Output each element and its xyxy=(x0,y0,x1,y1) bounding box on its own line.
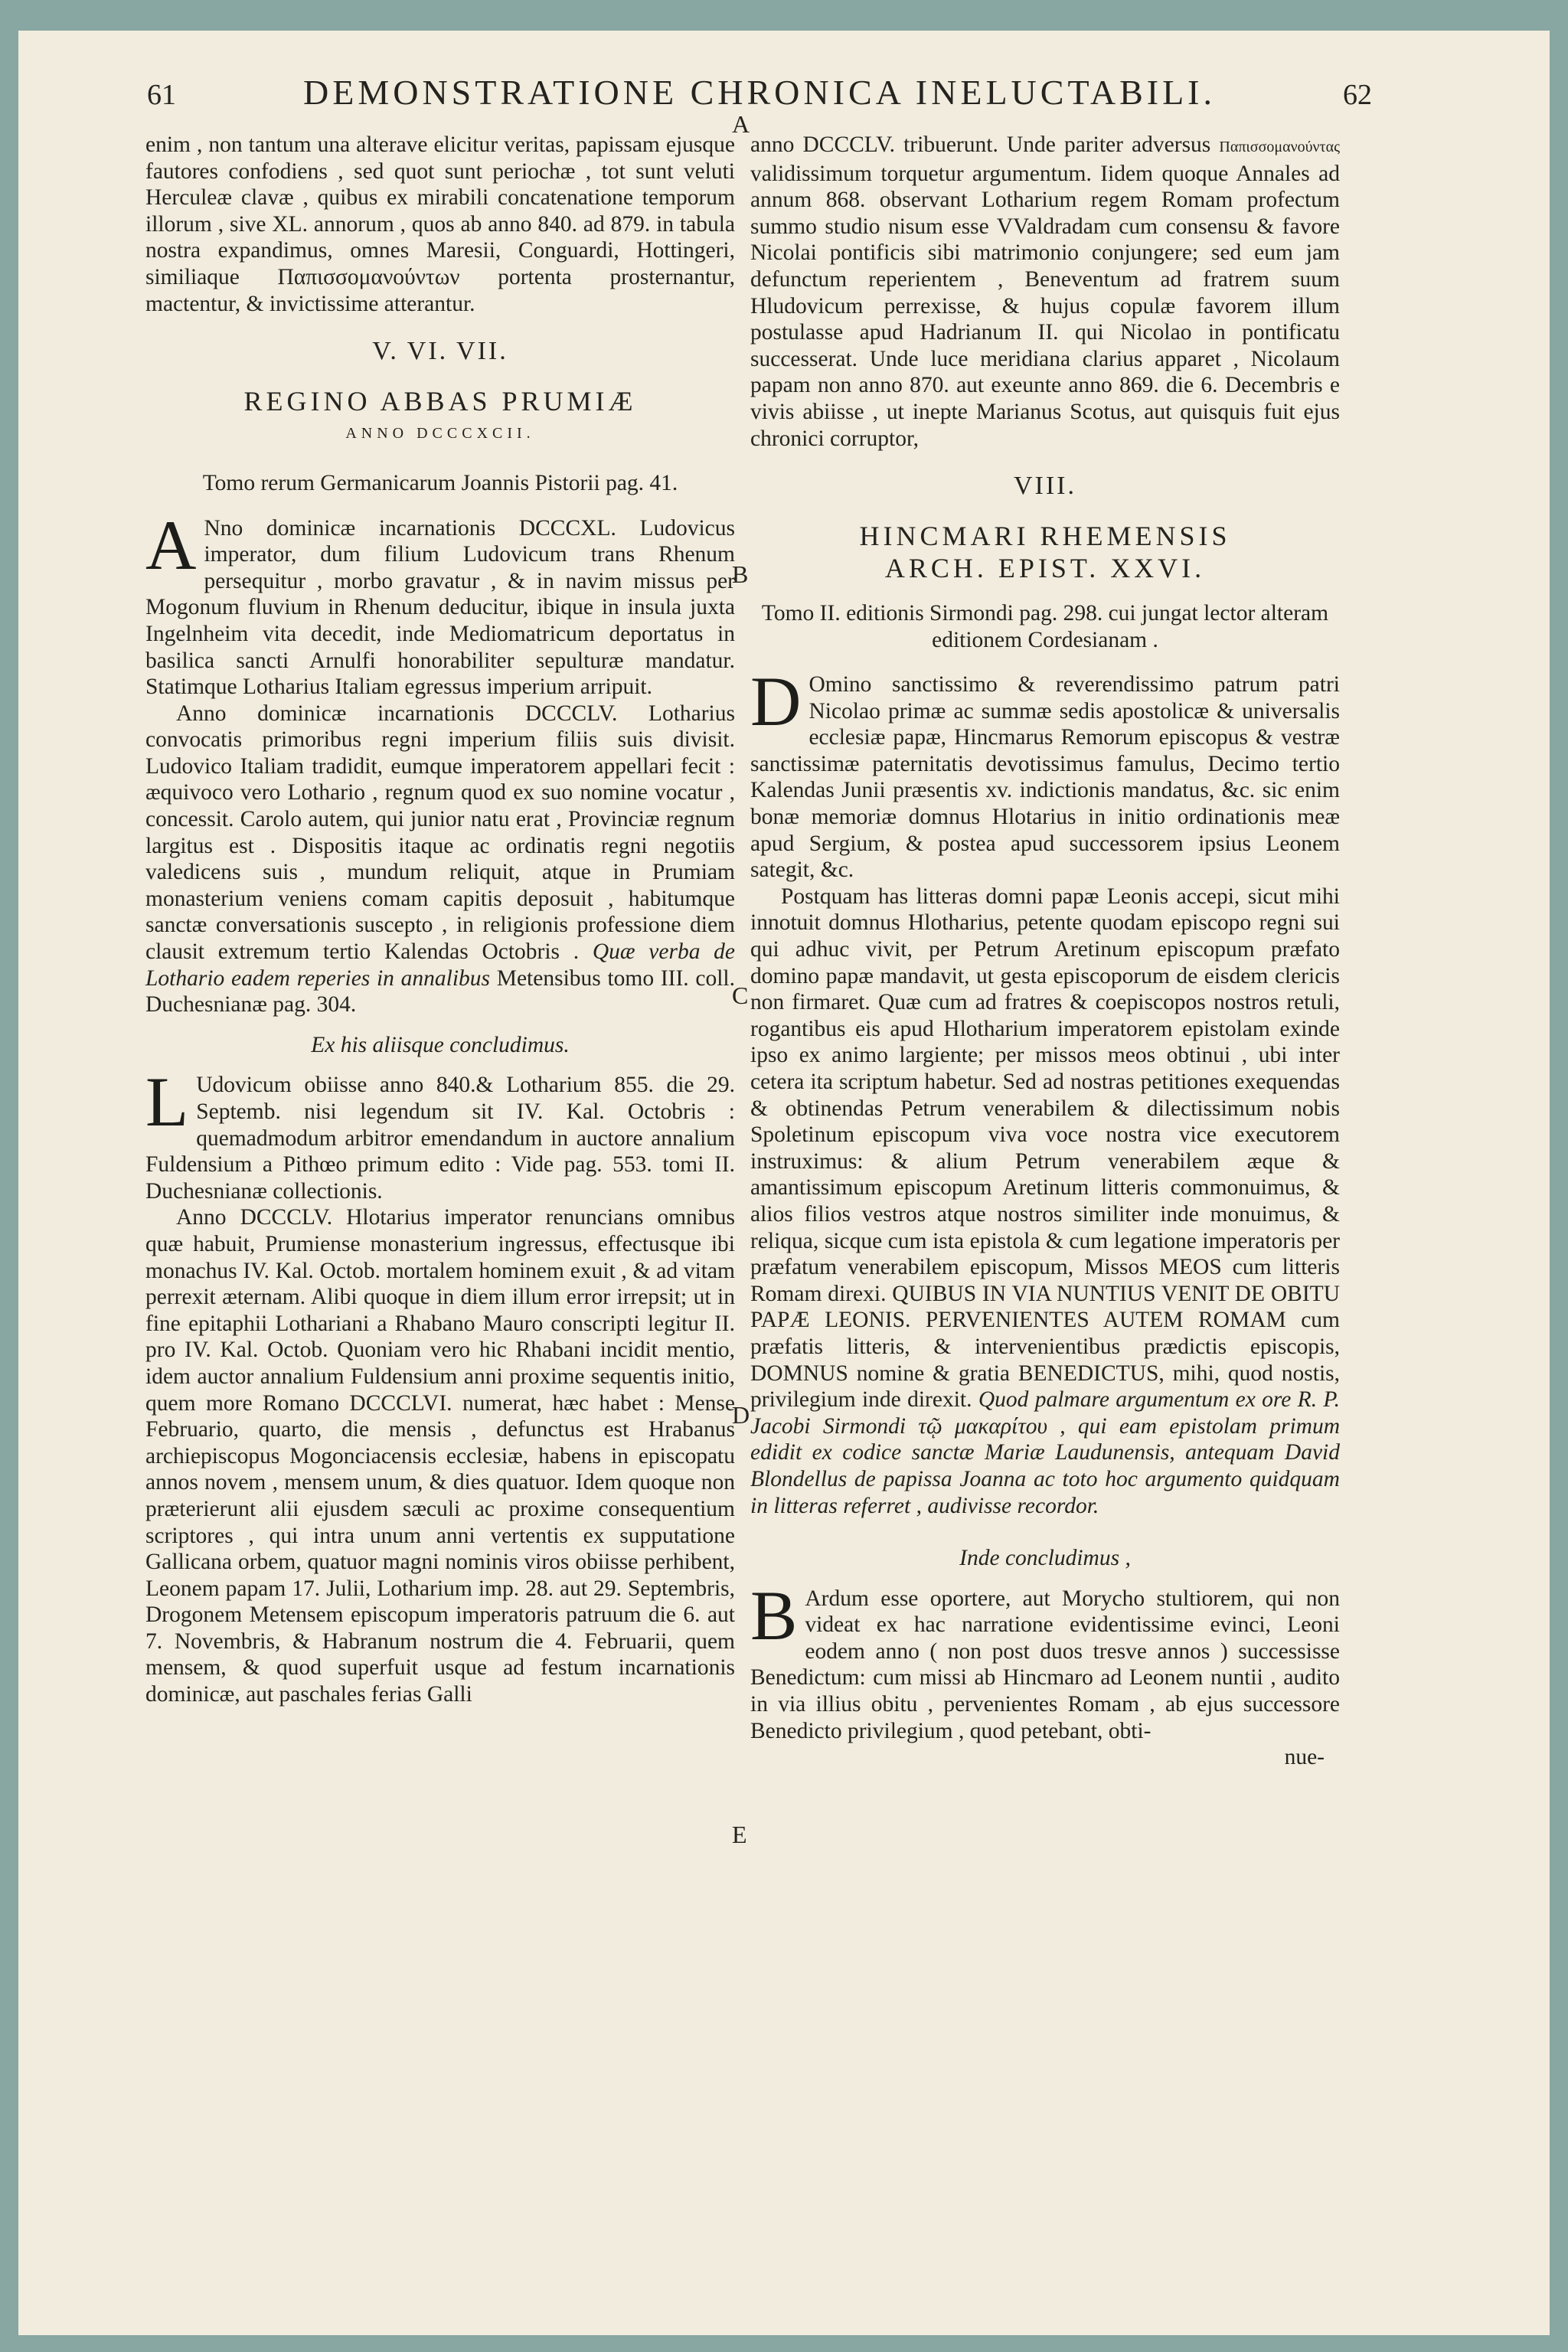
right-intro-greek: Παπισσομανούντας xyxy=(1219,139,1340,155)
right-paragraph-2-text: Postquam has litteras domni papæ Leonis accepi, sicut mihi innotuit domnus Hlotharius, petente quodam episcopo regni sui qui adhuc vivit, per Petrum Aretinum episcopum præfato domino papæ mandavit, ut gesta episcoporum de eisdem clericis non firmaret. Quæ cum ad fratres & coepiscopos nostros retuli, rogantibus eis apud Hlotharium imperatorem epistolam exinde ipso ex animo largiente; per missos meos obtinui , ubi inter cetera ita scriptum habetur. Sed ad nostras petitiones exequendas & obtinendas Petrum venerabilem & dilectissimum nobis Spoletinum episcopum viva voce nostra vice executorem instruximus: & alium Petrum venerabilem æque & amantissimum episcopum Aretinum litteris commonuimus, & alios filios vestros atque nostros similiter inde monuimus, & reliqua, sicque cum ista epistola & cum legatione imperatoris per præfatum venerabilem episcopum, Missos MEOS cum litteris Romam direxi. QUIBUS IN VIA NUNTIUS VENIT DE OBITU PAPÆ LEONIS. PERVENIENTES AUTEM ROMAM cum præfatis litteris, & intervenientibus prædictis episcopis, DOMNUS nomine & gratia BENEDICTUS, mihi, quod nostis, privilegium inde direxit. xyxy=(750,884,1340,1413)
left-column xyxy=(145,132,735,1708)
right-conclude-heading: Inde concludimus , xyxy=(959,1546,1131,1571)
left-paragraph-2-tail: Metensibus tomo III. coll. Duchesnianæ pag. 304. xyxy=(145,965,735,1018)
left-paragraph-2 xyxy=(145,701,735,1018)
right-paragraph-1-text: Omino sanctissimo & reverendissimo patrum patri Nicolao primæ ac summæ sedis apostolicæ & universalis ecclesiæ papæ, Hincmarus Remorum episcopus & vestræ sanctissimæ paternitatis devotissimus famulus, Decimo tertio Kalendas Junii præsentis xv. indictionis mandatus, &c. sic enim bonæ memoriæ domnus Hlotarius in initio ordinationis meæ apud Sergium, & postea apud successorem ipsius Leonem sategit, &c. xyxy=(750,672,1340,883)
running-title: DEMONSTRATIONE CHRONICA INELUCTABILI. xyxy=(303,73,1216,112)
running-head xyxy=(147,72,1372,113)
margin-letter-e: E xyxy=(732,1821,747,1848)
left-section-heading: REGINO ABBAS PRUMIÆ xyxy=(243,385,637,416)
right-section-number: VIII. xyxy=(1013,472,1077,501)
left-paragraph-3 xyxy=(145,1063,735,1204)
left-page-number: 61 xyxy=(147,79,176,111)
right-paragraph-3-text: Ardum esse oportere, aut Morycho stultiorem, qui non videat ex hac narratione evidentissime evinci, Leoni eodem anno ( non post duos tresve annos ) successisse Benedictum: cum missi ab Hincmaro ad Leonem nuntii , audito in via illius obitu , pervenientes Romam , ab ejus successore Benedicto privilegium , quod petebant, obti- xyxy=(750,1586,1340,1743)
right-source-citation: Tomo II. editionis Sirmondi pag. 298. cui jungat lector alteram editionem Cordesianam . xyxy=(761,600,1329,652)
left-conclude-heading: Ex his aliisque concludimus. xyxy=(311,1032,570,1057)
dropcap-l: L xyxy=(145,1063,189,1142)
left-source-citation: Tomo rerum Germanicarum Joannis Pistorii pag. 41. xyxy=(202,470,678,495)
margin-letter-a: A xyxy=(732,110,750,138)
left-section-number: V. VI. VII. xyxy=(372,337,508,366)
right-section-heading-2: ARCH. EPIST. XXVI. xyxy=(884,553,1206,584)
book-page xyxy=(18,31,1550,2335)
right-intro-text: anno DCCCLV. tribuerunt. Unde pariter adversus xyxy=(750,132,1211,157)
left-section-year: ANNO DCCCXCII. xyxy=(345,425,535,443)
left-paragraph-1-text: Nno dominicæ incarnationis DCCCXL. Ludovicus imperator, dum filium Ludovicum trans Rhenum persequitur , morbo gravatur , & in navim missus per Mogonum fluvium in Rhenum deducitur, ibique in insula juxta Ingelnheim vita decedit, inde Mediomatricum deportatus in basilica sancti Arnulfi honorabiliter sepulturæ mandatur. Statimque Lotharius Italiam egressus imperium arripuit. xyxy=(145,515,735,700)
left-paragraph-1 xyxy=(145,505,735,701)
right-paragraph-2-italic: Quod palmare argumentum ex ore R. P. Jacobi Sirmondi τῷ μακαρίτου , qui eam epistolam primum edidit ex codice sanctæ Mariæ Laudunensis, antequam David Blondellus de papissa Joanna ac toto hoc argumento quidquam in litteras referret , audivisse recordor. xyxy=(750,1387,1340,1518)
left-intro-paragraph: enim , non tantum una alterave elicitur veritas, papissam ejusque fautores confodiens , sed quot sunt periochæ , tot sunt veluti Herculeæ clavæ , quibus ex mirabili concatenatione temporum illorum , sive XL. annorum , quos ab anno 840. ad 879. in tabula nostra expandimus, omnes Maresii, Conguardi, Hottingeri, similiaque Παπισσομανούντων portenta prosternantur, mactentur, & invictissime atterantur. xyxy=(145,132,735,316)
right-paragraph-2 xyxy=(750,884,1340,1519)
margin-letter-d: D xyxy=(732,1401,750,1429)
dropcap-b: B xyxy=(750,1576,798,1655)
left-paragraph-3-text: Udovicum obiisse anno 840.& Lotharium 855. die 29. Septemb. nisi legendum sit IV. Kal. Octobris : quemadmodum arbitror emendandum in auctore annalium Fuldensium a Pithœo primum edito : Vide pag. 553. tomi II. Duchesnianæ collectionis. xyxy=(145,1073,735,1204)
right-intro-rest: validissimum torquetur argumentum. Iidem quoque Annales ad annum 868. observant Lotharium regem Romam profectum summo studio nisum esse VValdradam cum consensu & favore Nicolai pontificis sibi matrimonio conjungere; sed eum jam defunctum reperientem , Beneventum ad fratrem suum Hludovicum perrexisse, & hujus copulæ favorem illum postulasse apud Hadrianum II. qui Nicolao in pontificatu successerat. Unde luce meridiana clarius apparet , Nicolaum papam non anno 870. aut exeunte anno 869. die 6. Decembris e vivis abiisse , ut inepte Marianus Scotus, aut quisquis fuit ejus chronici corruptor, xyxy=(750,161,1340,451)
right-paragraph-3 xyxy=(750,1576,1340,1745)
right-section-heading-1: HINCMARI RHEMENSIS xyxy=(859,520,1231,551)
right-page-number: 62 xyxy=(1343,79,1372,111)
margin-letter-b: B xyxy=(732,560,749,588)
dropcap-d: D xyxy=(750,662,802,741)
left-paragraph-4: Anno DCCCLV. Hlotarius imperator renuncians omnibus quæ habuit, Prumiense monasterium ingressus, effectusque ibi monachus IV. Kal. Octob. mortalem hominem exuit , & ad vitam perrexit æternam. Alibi quoque in diem illum error irrepsit; ut in fine epitaphii Lothariani a Rhabano Mauro conscripti legitur II. pro IV. Kal. Octob. Quoniam vero hic Rhabani incidit mentio, idem auctor annalium Fuldensium anni proxime sequentis initio, quem more Romano DCCCLVI. numerat, hæc habet : Mense Februario, quarto, die mensis , defunctus est Hrabanus archiepiscopus Mogonciacensis ecclesiæ, habens in episcopatu annos novem , mensem unum, & dies quatuor. Idem quoque non præterierunt alii ejusdem sæculi ac proxime consequentium scriptores , qui intra unum anni vertentis ex supputatione Gallicana orbem, quatuor magni nominis viros obiisse perhibent, Leonem papam 17. Julii, Lotharium imp. 28. aut 29. Septembris, Drogonem Metensem episcopum imperatoris patruum die 6. aut 7. Novembris, & Habranum nostrum die 4. Februarii, quem mensem, & quod superfuit usque ad festum incarnationis dominicæ, aut paschales ferias Galli xyxy=(145,1205,735,1707)
left-paragraph-2-text: Anno dominicæ incarnationis DCCCLV. Lotharius convocatis primoribus regni imperium filiis suis divisit. Ludovico Italiam tradidit, eumque imperatorem appellari fecit : æquivoco vero Lothario , regnum quod ex suo nomine vocatur , concessit. Carolo autem, qui junior natu erat , Provinciæ regnum largitus est . Dispositis itaque ac ordinatis regni negotiis valedicens suis , mundum reliquit, atque in Prumiam monasterium veniens comam capitis deposuit , habitumque sanctæ conversationis suscepto , in religionis professione diem clausit extremum tertio Kalendas Octobris . xyxy=(145,701,735,965)
dropcap-a: A xyxy=(145,505,197,584)
right-column xyxy=(750,132,1340,1771)
margin-letter-c: C xyxy=(732,982,749,1009)
left-paragraph-2-italic: Quæ verba de Lothario eadem reperies in annalibus xyxy=(145,939,735,991)
right-intro-paragraph xyxy=(750,132,1340,452)
right-paragraph-1 xyxy=(750,662,1340,884)
catchword: nue- xyxy=(1284,1745,1325,1770)
